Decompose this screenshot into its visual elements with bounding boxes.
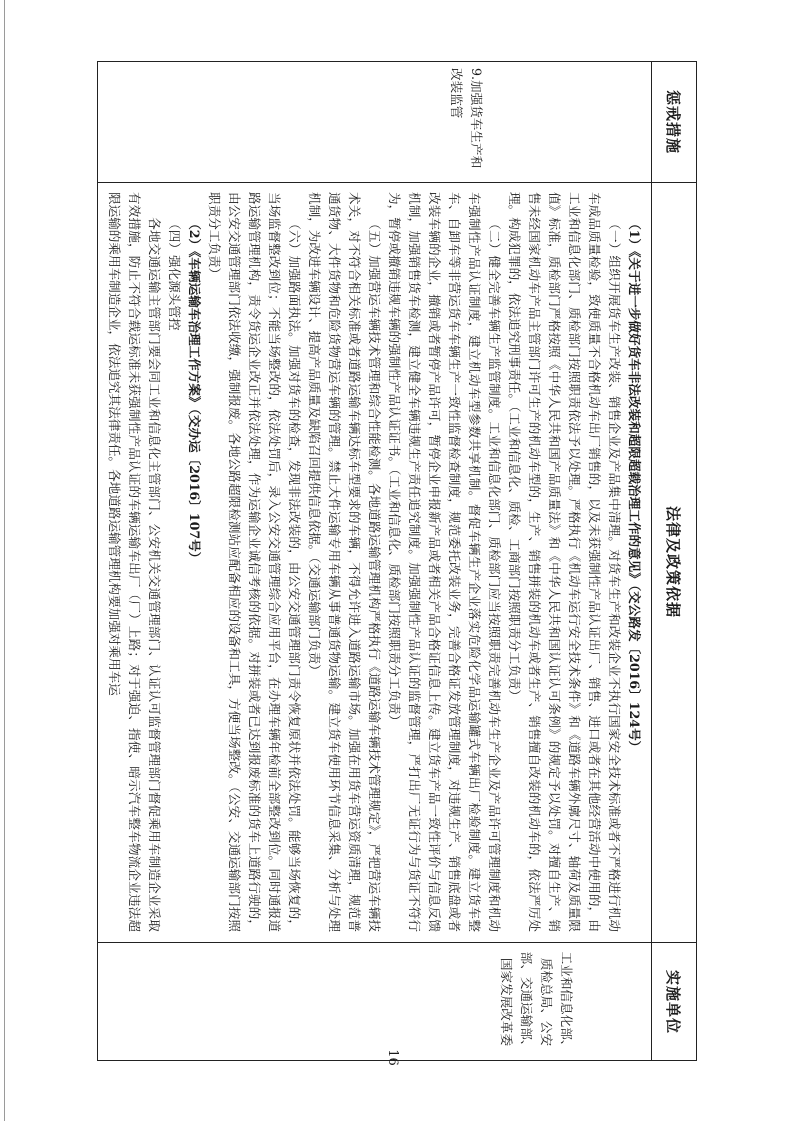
unit-cell: 工业和信息化部、质检总局、公安部、交通运输部、国家发展改革委 (498, 951, 574, 1052)
basis-paragraph: （一）组织开展货车生产改装、销售企业及产品集中清理。对货车生产和改装企业不执行国家安全技术标准或者不严格进行机动车成品质量检验，致使质量不合格机动车出厂销售的，以及未获强制性产品认证出厂、销售、进口或者在其他经营活动中使用的，由工业和信息化部门、质检部门按照职责依法予以处理。严格执行《机动车运行安全技术条件》和《道路车辆外廓尺寸、轴荷及质量限值》标准，质检部门严格按照《中华人民共和国产品质量法》和《中华人民共和国认证认可条例》的规定予以处罚。对擅自生产、销售未经国家机动车产品主管部门许可生产的机动车型的，生产、销售拼装的机动车或者生产、销售擅自改装的机动车的，依法严厉处理。构成犯罪的，依法追究刑事责任。（工业和信息化、质检、工商部门按照职责分工负责） (506, 191, 622, 932)
page-number: 16 (384, 1049, 400, 1066)
header-unit: 实施单位 (664, 969, 682, 1034)
basis-heading-1: （1）《关于进一步做好货车非法改装和超限超载治理工作的意见》（交公路发〔2016〕124号） (626, 216, 642, 753)
basis-paragraph: 各地交通运输主管部门要会同工业和信息化主管部门、公安机关交通管理部门、认证认可监督管理部门督促乘用车制造企业采取有效措施，防止不符合载运标准未获强制性产品认证的车辆运输车出厂（厂）上路；对于强迫、指使、暗示汽车整车物流企业违法超限运输的乘用车制造企业，依法追究其法律责任。各地道路运输管理机构要加强对乘用车运 (106, 191, 162, 932)
basis-cell (104, 182, 644, 942)
header-measure: 惩戒措施 (664, 89, 682, 154)
rotated-page (97, 61, 697, 1061)
scan-edge-line (4, 0, 5, 1121)
measure-cell: 9.加强货车生产和改装监管 (448, 67, 484, 168)
header-basis: 法律及政策依据 (664, 505, 682, 618)
basis-paragraph: （二）健全完善车辆生产监管制度。工业和信息化部门、质检部门应当按照职责完善机动车生产企业及产品许可管理制度和机动车强制性产品认证制度，建立机动车型参数共享机制。督促车辆生产企业落实危险化学品运输罐式车辆出厂检验制度。建立货车整车、自卸车等非营运货车车辆生产一致性监督检查制度，规范委托改装业务，完善合格证发放管理制度，对违规生产、销售底盘或者改装车辆的企业，撤销或者暂停产品许可，暂停企业申报新产品或者相关产品合格证信息上传。建立货车产品一致性评价与信息反馈机制，加强销售货车检测，建立健全车辆违规生产责任追究制度。加强强制性产品认证的监督管理，严打出厂无证行为与货证不符行为，暂停或撤销违规车辆的强制性产品认证证书。（工业和信息化、质检部门按照职责分工负责） (386, 191, 502, 932)
basis-paragraph: （五）加强营运车辆技术管理和综合性能检测。各地道路运输管理机构严格执行《道路运输车辆技术管理规定》，严把营运车辆技术关，对不符合相关标准或者道路运输车辆达标车型要求的车辆，不得允许进入道路运输市场。加强在用货车营运资质清理，规范普通货物、大件货物和危险货物营运车辆的管理。禁止大件运输专用车辆从事普通货物运输。建立货车使用环节信息采集、分析与处理机制，为改进车辆设计、提高产品质量及缺陷召回提供信息依据。（交通运输部门负责） (306, 191, 382, 932)
policy-table (97, 61, 697, 1061)
basis-paragraph: （六）加强路面执法。加强对货车的检查，发现非法改装的，由公安交通管理部门责令恢复原状并依法处罚。能够当场恢复的，当场监督整改到位；不能当场整改的，依法处罚后，录入公安交通管理综合应用平台，在办理车辆年检前全部整改到位。同时通报道路运输管理机构，责令货运企业改正并依法处理，作为运输企业诚信考核的依据。对拼装或者已达到报废标准的货车上道路行驶的，由公安交通管理部门依法收缴，强制报废。各地公路超限检测站应配备相应的设备和工具，方便当场整改。（公安、交通运输部门按照职责分工负责） (206, 191, 302, 932)
basis-heading-2: （2）《车辆运输车治理工作方案》（交办运〔2016〕107号） (186, 216, 202, 564)
basis-subheading: （四）强化源头管控 (166, 216, 182, 331)
